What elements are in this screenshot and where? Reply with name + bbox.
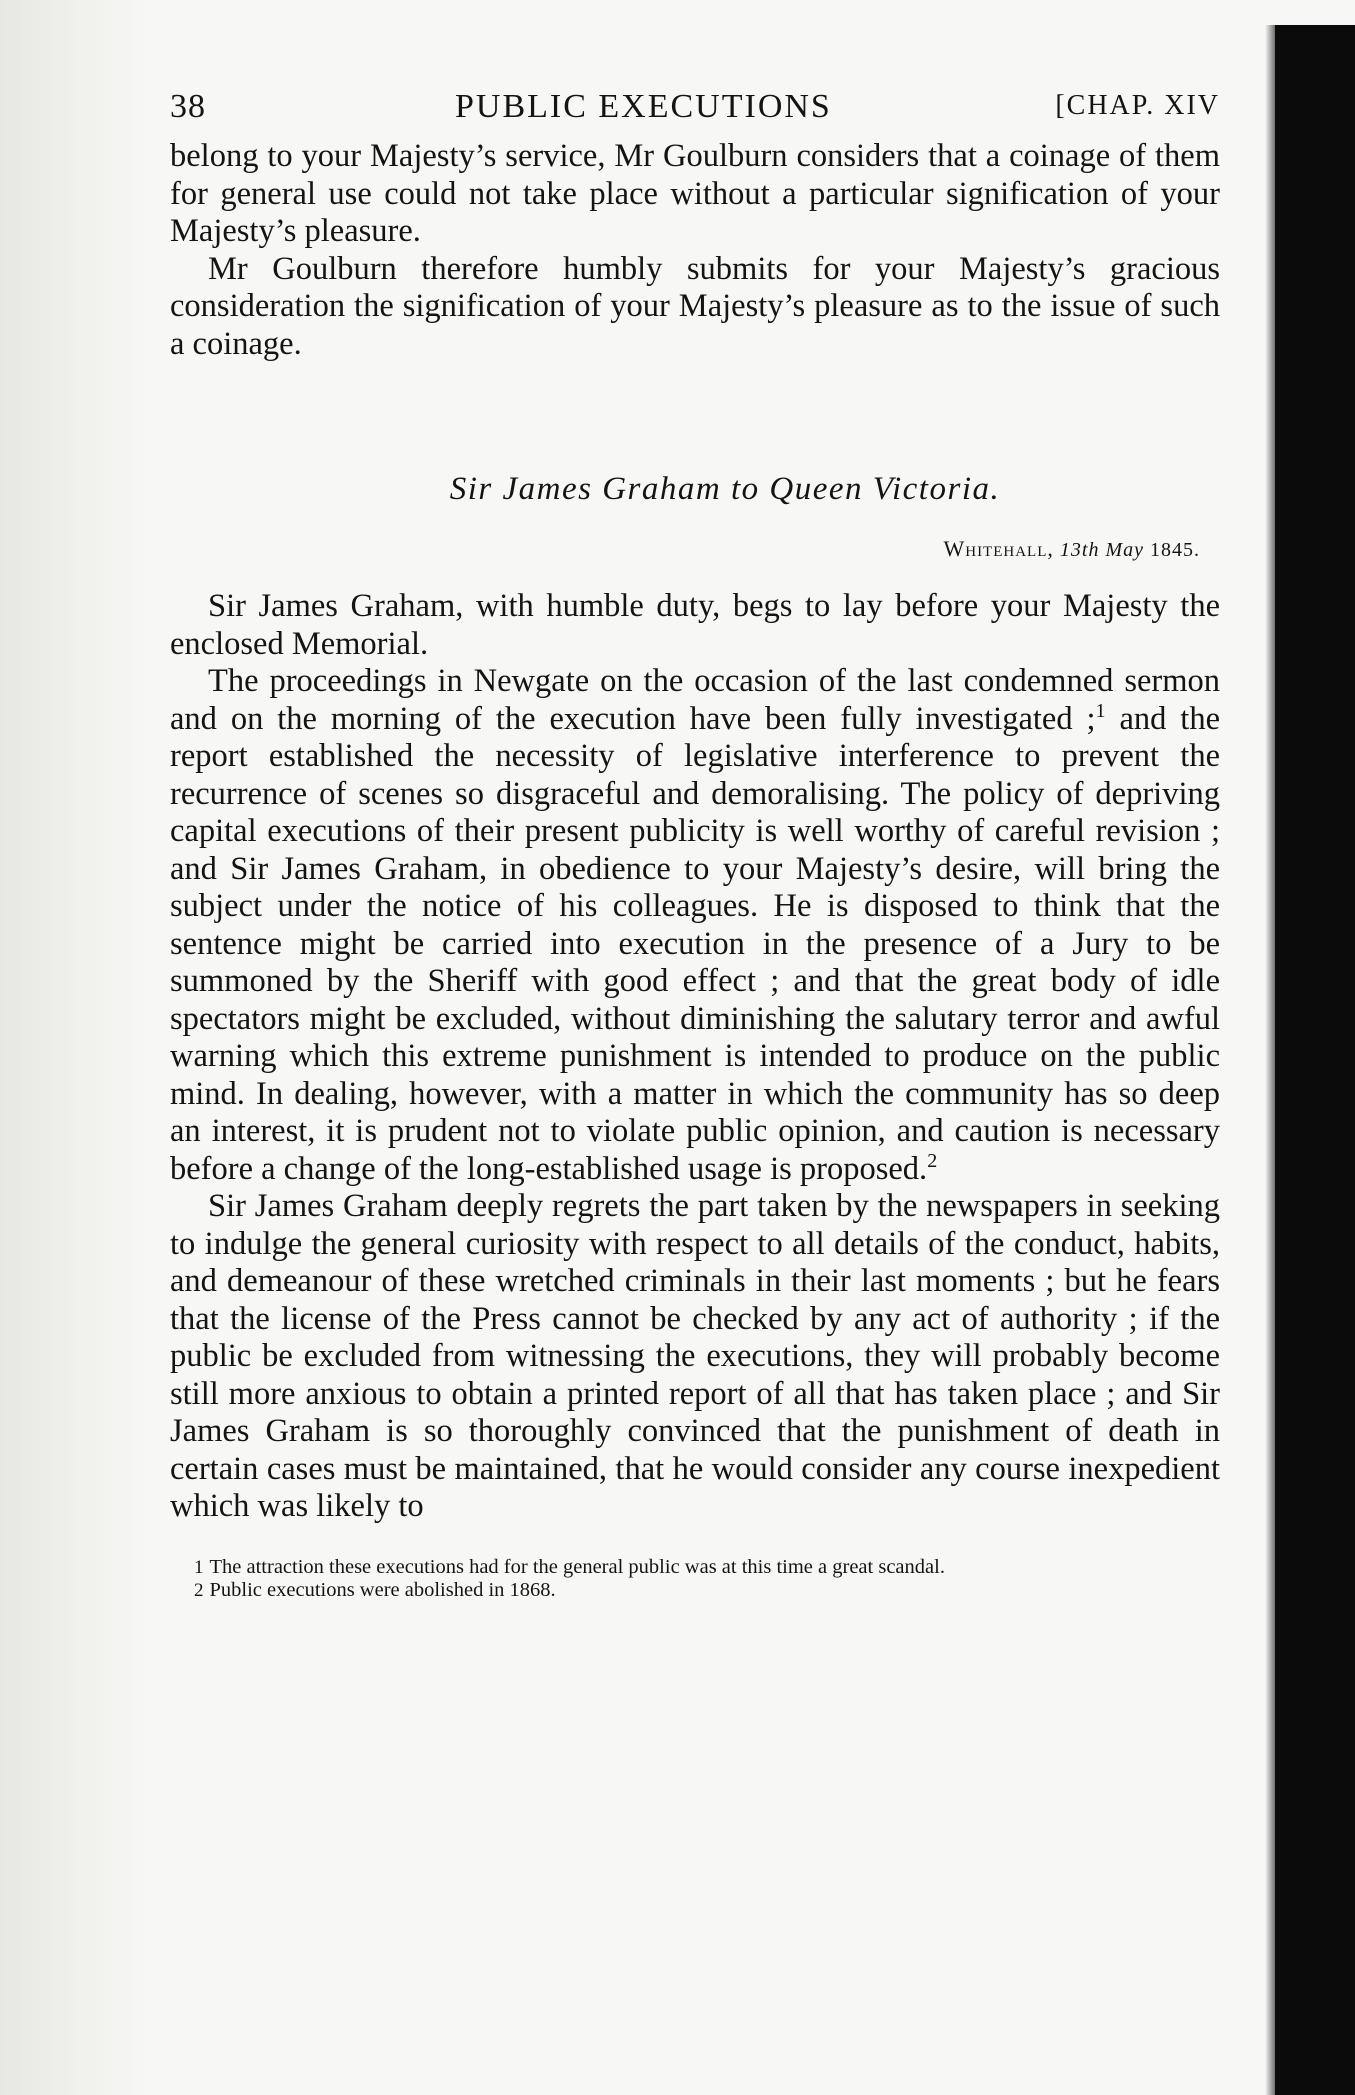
- letter-dateline: [170, 536, 1220, 562]
- letter-paragraph: Sir James Graham, with humble duty, begs to lay before your Majesty the enclosed Memorial.: [170, 588, 1220, 662]
- dateline-place: Whitehall,: [943, 536, 1054, 561]
- continuation-paragraph: belong to your Majesty’s service, Mr Goulburn considers that a coinage of them for general use could not take place without a particular signification of your Majesty’s pleasure.: [170, 138, 1220, 249]
- letter-heading: Sir James Graham to Queen Victoria.: [449, 471, 1001, 507]
- footnote: [170, 1579, 1220, 1602]
- book-binding-edge: [1275, 25, 1355, 2095]
- chapter-reference: [CHAP. XIV: [1055, 90, 1220, 121]
- dateline-day: 13th: [1059, 539, 1100, 561]
- running-header: [170, 88, 1220, 138]
- dateline-year: 1845.: [1150, 539, 1200, 561]
- footnote: [170, 1556, 1220, 1579]
- footnote-number: 1: [194, 1556, 204, 1578]
- running-title: PUBLIC EXECUTIONS: [455, 88, 832, 125]
- footnote-number: 2: [194, 1579, 204, 1601]
- dateline-month: May: [1105, 539, 1144, 561]
- letter-paragraph-text: The proceedings in Newgate on the occasion of the last condemned sermon and on the morning of the execution have been fully investigated ;: [170, 663, 1220, 737]
- book-page: [170, 88, 1220, 1602]
- scan-margin-shadow: [0, 0, 150, 2095]
- continuation-paragraph: Mr Goulburn therefore humbly submits for your Majesty’s gracious consideration the signification of your Majesty’s pleasure as to the issue of such a coinage.: [170, 250, 1220, 362]
- letter-paragraph: Sir James Graham deeply regrets the part taken by the newspapers in seeking to indulge the general curiosity with respect to all details of the conduct, habits, and demeanour of these wretched criminals in their last moments ; but he fears that the license of the Press cannot be checked by any act of authority ; if the public be excluded from witnessing the executions, they will probably become still more anxious to obtain a printed report of all that has taken place ; and Sir James Graham is so thoroughly convinced that the punishment of death in certain cases must be maintained, that he would consider any course inexpedient which was likely to: [170, 1188, 1220, 1524]
- letter-paragraph: [170, 663, 1220, 1188]
- footnote-reference[interactable]: 2: [927, 1149, 938, 1172]
- letter-paragraph-text: and the report established the necessity of legislative interference to prevent the recurrence of scenes so disgraceful and demoralising. The policy of depriving capital executions of their present publicity is well worthy of careful revision ; and Sir James Graham, in obedience to your Majesty’s desire, will bring the subject under the notice of his colleagues. He is disposed to think that the sentence might be carried into execution in the presence of a Jury to be summoned by the Sheriff with good effect ; and that the great body of idle spectators might be excluded, without diminishing the salutary terror and awful warning which this extreme punishment is intended to produce on the public mind. In dealing, however, with a matter in which the community has so deep an interest, it is prudent not to violate public opinion, and caution is necessary before a change of the long-established usage is proposed.: [170, 700, 1220, 1187]
- letter-body: [170, 588, 1220, 1526]
- continuation-text: [170, 138, 1220, 363]
- page-number: 38: [170, 88, 206, 125]
- footnote-reference[interactable]: 1: [1095, 699, 1106, 722]
- footnotes: [170, 1556, 1220, 1602]
- footnote-text: The attraction these executions had for the general public was at this time a great scandal.: [209, 1555, 945, 1578]
- footnote-text: Public executions were abolished in 1868.: [209, 1578, 556, 1601]
